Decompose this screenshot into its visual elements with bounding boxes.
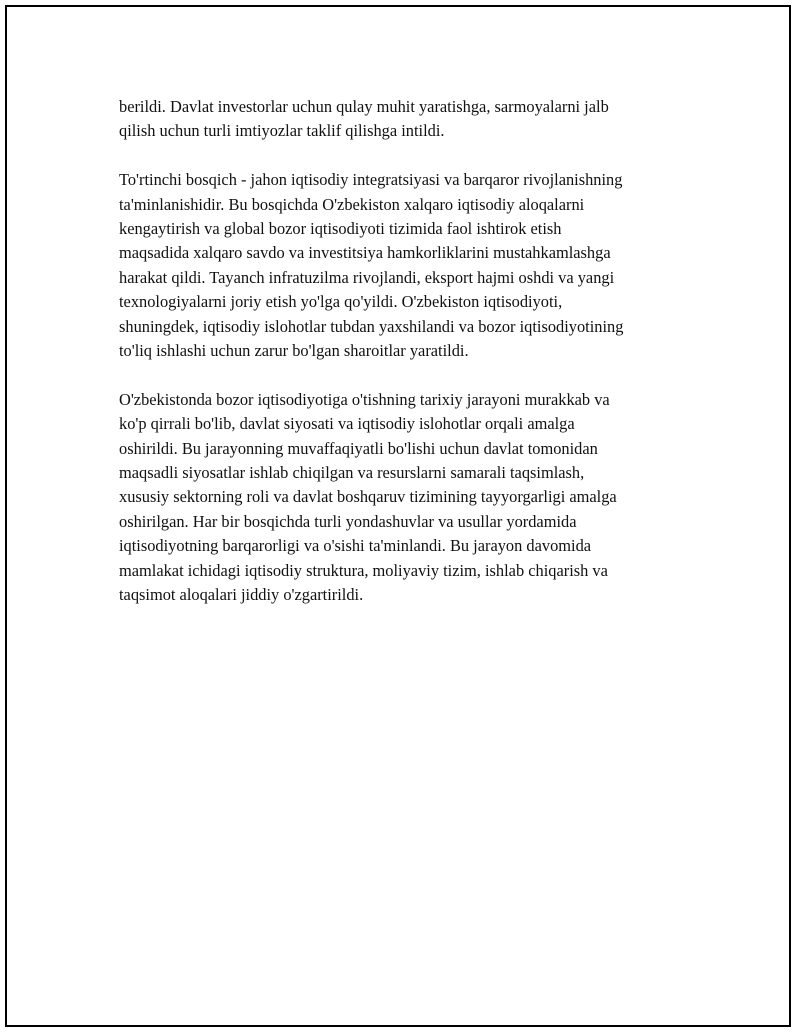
paragraph-2 <box>119 168 699 363</box>
text-line: to'liq ishlashi uchun zarur bo'lgan sharoitlar yaratildi. <box>119 341 469 361</box>
text-line: kengaytirish va global bozor iqtisodiyoti tizimida faol ishtirok etish <box>119 219 562 239</box>
text-line: mamlakat ichidagi iqtisodiy struktura, moliyaviy tizim, ishlab chiqarish va <box>119 560 608 580</box>
text-line: oshirildi. Bu jarayonning muvaffaqiyatli bo'lishi uchun davlat tomonidan <box>119 438 598 458</box>
document-page <box>5 5 791 1027</box>
text-line: xususiy sektorning roli va davlat boshqaruv tizimining tayyorgarligi amalga <box>119 487 617 507</box>
text-line: texnologiyalarni joriy etish yo'lga qo'yildi. O'zbekiston iqtisodiyoti, <box>119 292 563 312</box>
text-line: maqsadida xalqaro savdo va investitsiya hamkorliklarini mustahkamlashga <box>119 243 611 263</box>
text-line: O'zbekistonda bozor iqtisodiyotiga o'tishning tarixiy jarayoni murakkab va <box>119 389 610 409</box>
text-line: berildi. Davlat investorlar uchun qulay muhit yaratishga, sarmoyalarni jalb <box>119 97 609 116</box>
text-line: taqsimot aloqalari jiddiy o'zgartirildi. <box>119 585 364 605</box>
text-line: ko'p qirrali bo'lib, davlat siyosati va iqtisodiy islohotlar orqali amalga <box>119 414 575 434</box>
text-line: harakat qildi. Tayanch infratuzilma rivojlandi, eksport hajmi oshdi va yangi <box>119 267 615 287</box>
document-body <box>119 95 699 632</box>
paragraph-3 <box>119 388 699 608</box>
text-line: oshirilgan. Har bir bosqichda turli yondashuvlar va usullar yordamida <box>119 511 577 531</box>
paragraph-1 <box>119 95 699 144</box>
text-line: iqtisodiyotning barqarorligi va o'sishi ta'minlandi. Bu jarayon davomida <box>119 536 592 556</box>
text-line: maqsadli siyosatlar ishlab chiqilgan va resurslarni samarali taqsimlash, <box>119 463 585 483</box>
text-line: qilish uchun turli imtiyozlar taklif qilishga intildi. <box>119 121 445 141</box>
text-line: To'rtinchi bosqich - jahon iqtisodiy integratsiyasi va barqaror rivojlanishning <box>119 170 623 190</box>
text-line: ta'minlanishidir. Bu bosqichda O'zbekiston xalqaro iqtisodiy aloqalarni <box>119 194 585 214</box>
text-line: shuningdek, iqtisodiy islohotlar tubdan yaxshilandi va bozor iqtisodiyotining <box>119 316 624 336</box>
